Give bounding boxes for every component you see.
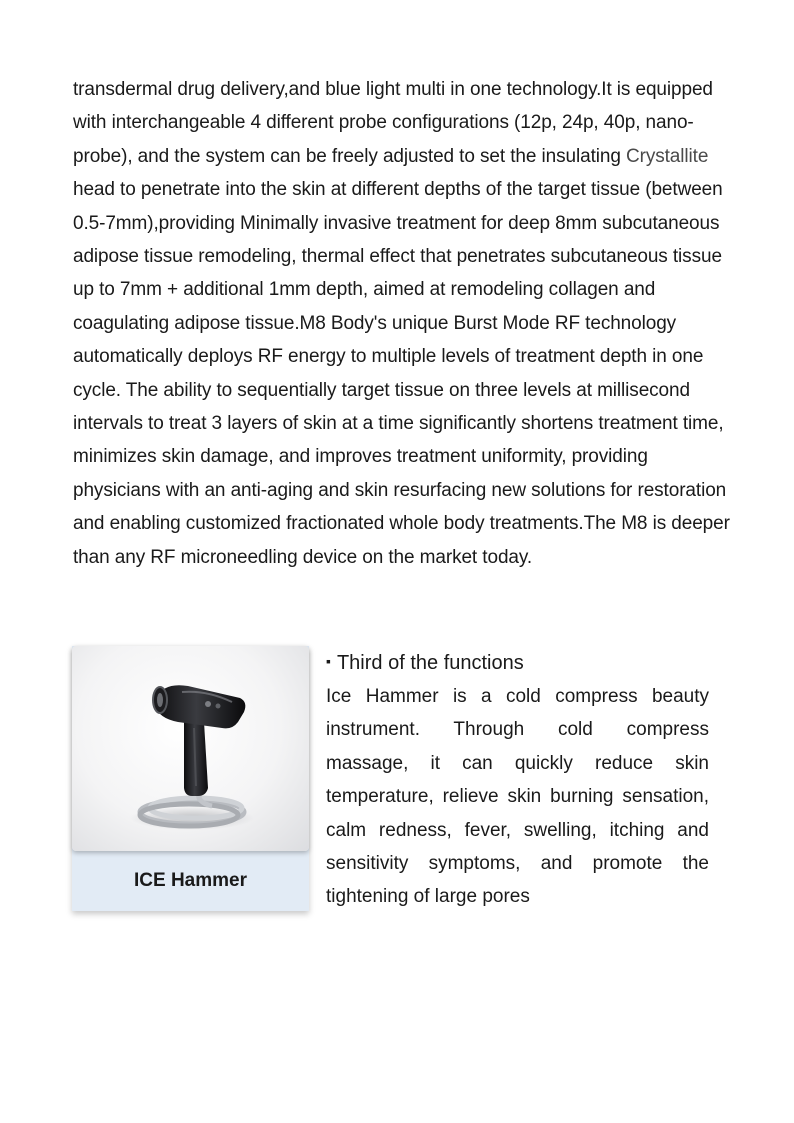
intro-highlight-link[interactable]: Crystallite (625, 145, 709, 167)
product-card (72, 646, 309, 911)
functions-heading (326, 646, 709, 678)
product-image (72, 646, 309, 851)
product-caption: ICE Hammer (134, 870, 247, 891)
ice-hammer-device-icon (72, 646, 309, 851)
intro-text-part2: head to penetrate into the skin at different depths of the target tissue (between 0.5-7mm),providing Minimally invasive treatment for deep 8mm subcutaneous adipose tissue remodeling, thermal effect that penetrates subcutaneous tissue up to 7mm + additional 1mm depth, aimed at remodeling collagen and coagulating adipose tissue.M8 Body's unique Burst Mode RF technology automatically deploys RF energy to multiple levels of treatment depth in one cycle. The ability to sequentially target tissue on three levels at millisecond intervals to treat 3 layers of skin at a time significantly shortens treatment time, minimizes skin damage, and improves treatment uniformity, providing physicians with an anti-aging and skin resurfacing new solutions for restoration and enabling customized fractionated whole body treatments.The M8 is deeper than any RF microneedling device on the market today. (73, 179, 730, 568)
functions-section (326, 646, 709, 914)
bullet-square-icon: ▪ (326, 653, 331, 669)
intro-text-part1: transdermal drug delivery,and blue light multi in one technology.It is equipped with interchangeable 4 different probe configurations (12p, 24p, 40p, nano-probe), and the system can be freely adjusted to set the insulating (73, 79, 713, 167)
functions-description: Ice Hammer is a cold compress beauty instrument. Through cold compress massage, it can quickly reduce skin temperature, relieve skin burning sensation, calm redness, fever, swelling, itching and sensitivity symptoms, and promote the tightening of large pores (326, 686, 709, 908)
intro-paragraph (73, 73, 733, 574)
functions-heading-text: Third of the functions (336, 652, 524, 674)
